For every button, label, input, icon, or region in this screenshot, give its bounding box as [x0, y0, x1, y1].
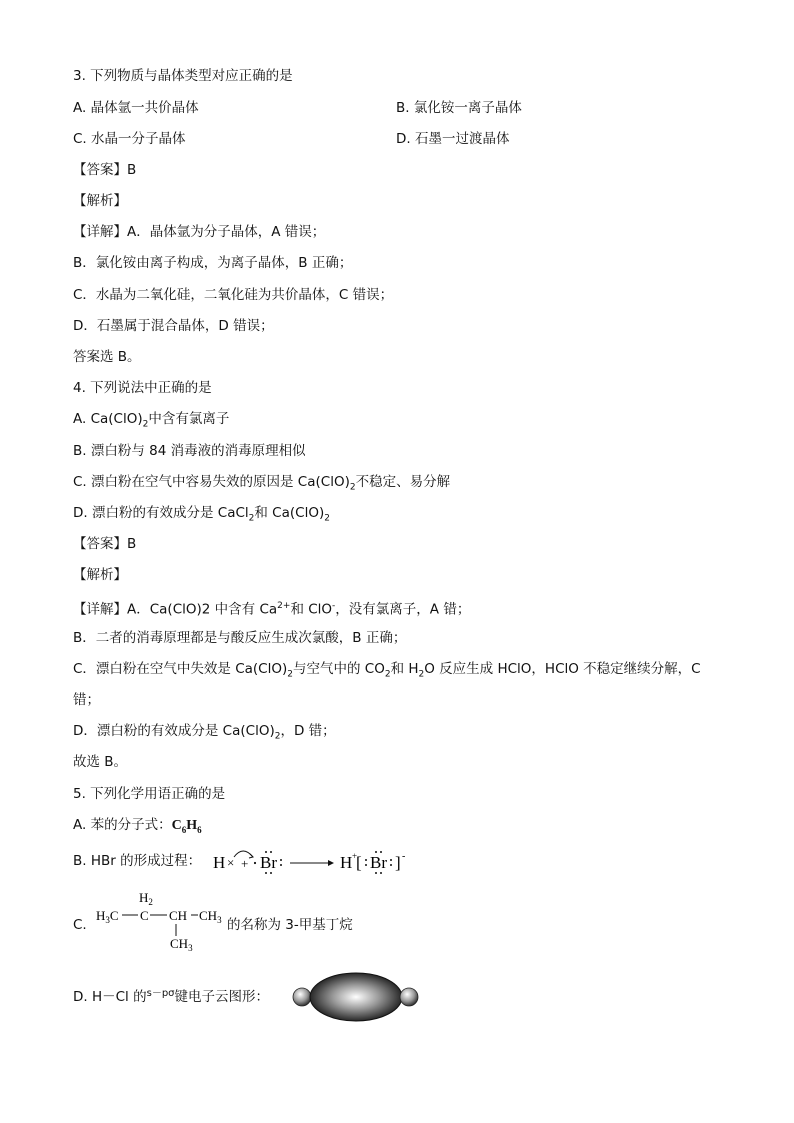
q5-option-a-text: A. 苯的分子式： — [73, 817, 172, 833]
q3-detail-3: C．水晶为二氧化硅，二氧化硅为共价晶体，C 错误； — [73, 287, 394, 303]
q4-analysis-label: 【解析】 — [73, 567, 127, 583]
sigma-cloud — [310, 973, 402, 1021]
ch3-bottom: $CH_3$ — [170, 936, 193, 953]
electron-dot — [380, 851, 382, 853]
electron-dot — [375, 851, 377, 853]
q5-option-b: B. HBr 的形成过程： — [73, 853, 202, 869]
q3-stem: 3. 下列物质与晶体类型对应正确的是 — [73, 68, 293, 84]
q4-option-c-tail: 不稳定、易分解 — [355, 474, 451, 490]
q3-conclusion: 答案选 B。 — [73, 349, 141, 365]
minus-sign: - — [402, 851, 406, 862]
superscript: - — [332, 601, 336, 611]
q3-option-a: A. 晶体氩一共价晶体 — [73, 100, 199, 116]
benzene-formula — [172, 818, 202, 833]
hbr-h: H — [213, 853, 226, 872]
superscript: 2+ — [277, 601, 291, 611]
q5-option-d-tail: 键电子云图形： — [174, 989, 270, 1005]
q4-detail-2: B．二者的消毒原理都是与酸反应生成次氯酸，B 正确； — [73, 630, 407, 646]
ch-group: CH — [169, 908, 188, 923]
q3-detail-2: B．氯化铵由离子构成，为离子晶体，B 正确； — [73, 255, 353, 271]
subscript: 2 — [274, 731, 281, 742]
h-plus: H — [340, 853, 353, 872]
subscript: 2 — [324, 513, 330, 524]
subscript: 2 — [349, 482, 356, 493]
structural-formula — [92, 888, 232, 954]
q4-detail-4-tail: ，D 错； — [280, 723, 336, 739]
subscript: 6 — [181, 824, 187, 835]
subscript: 2 — [142, 419, 149, 430]
q3-option-c: C. 水晶一分子晶体 — [73, 131, 186, 147]
electron-dot — [270, 851, 272, 853]
electron-cloud-diagram — [290, 970, 420, 1024]
q4-option-a-tail: 中含有氯离子 — [148, 411, 230, 427]
q4-detail-4 — [73, 722, 336, 746]
electron-dot — [365, 864, 367, 866]
electron-dot — [365, 859, 367, 861]
q4-detail-1-mid: 和 ClO — [290, 601, 333, 618]
q5-option-a — [73, 816, 202, 839]
ch2-carbon: C — [140, 908, 149, 923]
electron-dot — [265, 851, 267, 853]
q4-detail-3-d: O 反应生成 HClO，HClO 不稳定继续分解，C — [424, 661, 701, 677]
q3-answer: 【答案】B — [73, 162, 137, 178]
q4-detail-3-c: 和 H — [390, 661, 419, 677]
ch3-left: $H_3C$ — [96, 908, 119, 925]
q4-option-c-text: C. 漂白粉在空气中容易失效的原因是 Ca(ClO) — [73, 474, 350, 490]
bracket-right: ] — [395, 853, 401, 872]
q4-option-c — [73, 473, 450, 497]
q5-option-c: C. — [73, 917, 87, 933]
plus-dot: + — [241, 856, 249, 871]
formula-h: H — [186, 818, 198, 833]
q4-detail-1 — [73, 597, 470, 619]
q4-detail-3-b: 与空气中的 CO — [293, 661, 385, 677]
q3-detail-1: 【详解】A．晶体氩为分子晶体，A 错误； — [73, 224, 326, 240]
q4-stem: 4. 下列说法中正确的是 — [73, 380, 212, 396]
q4-detail-1-text: 【详解】A．Ca(ClO)2 中含有 Ca — [73, 601, 278, 618]
q4-detail-4-text: D．漂白粉的有效成分是 Ca(ClO) — [73, 723, 275, 739]
electron-dot — [375, 872, 377, 874]
q4-detail-3 — [73, 660, 701, 684]
hbr-br: Br — [260, 853, 277, 872]
q4-option-d — [73, 504, 330, 528]
electron-dot — [390, 864, 392, 866]
electron-dot — [280, 859, 282, 861]
q4-detail-3-a: C．漂白粉在空气中失效是 Ca(ClO) — [73, 661, 288, 677]
electron-cross: × — [227, 855, 235, 870]
q5-option-c-tail: 的名称为 3-甲基丁烷 — [227, 917, 353, 933]
electron-dot — [254, 862, 256, 864]
hbr-formation-diagram — [210, 840, 410, 880]
electron-dot — [380, 872, 382, 874]
q4-option-a-text: A. Ca(ClO) — [73, 411, 143, 427]
subscript: 6 — [197, 824, 202, 835]
reaction-arrowhead — [328, 860, 334, 866]
subscript: 2 — [418, 669, 425, 680]
q4-option-b: B. 漂白粉与 84 消毒液的消毒原理相似 — [73, 443, 306, 459]
electron-dot — [280, 864, 282, 866]
electron-dot — [390, 859, 392, 861]
subscript: 2 — [287, 669, 293, 680]
q5-stem: 5. 下列化学用语正确的是 — [73, 786, 226, 802]
h2-label: $H_2$ — [139, 890, 153, 907]
q4-detail-1-tail: ，没有氯离子，A 错； — [335, 601, 471, 618]
arrow-head — [249, 854, 253, 858]
s-orbital-ball — [293, 988, 311, 1006]
subscript: 2 — [248, 513, 255, 524]
q4-answer: 【答案】B — [73, 536, 137, 552]
p-orbital-ball — [400, 988, 418, 1006]
q4-option-d-mid: 和 Ca(ClO) — [254, 505, 325, 521]
electron-dot — [265, 872, 267, 874]
q4-option-a — [73, 410, 229, 434]
bracket-left: [ — [356, 853, 362, 872]
q4-option-d-text: D. 漂白粉的有效成分是 CaCl — [73, 505, 249, 521]
ch3-right: $CH_3$ — [199, 908, 222, 925]
q3-detail-4: D．石墨属于混合晶体，D 错误； — [73, 318, 274, 334]
q3-option-d: D. 石墨一过渡晶体 — [396, 131, 510, 147]
q4-conclusion: 故选 B。 — [73, 754, 128, 770]
sp-sigma-label: s－pσ — [146, 988, 175, 999]
br-ion: Br — [370, 853, 387, 872]
q3-analysis-label: 【解析】 — [73, 193, 127, 209]
q4-detail-3-cont: 错； — [73, 692, 100, 708]
q5-option-d — [73, 988, 269, 1008]
h-plus-sign: + — [352, 851, 358, 861]
q5-option-d-text: D. H－Cl 的 — [73, 989, 147, 1005]
electron-dot — [270, 872, 272, 874]
q3-option-b: B. 氯化铵一离子晶体 — [396, 100, 522, 116]
formula-c: C — [171, 818, 182, 833]
subscript: 2 — [384, 669, 391, 680]
